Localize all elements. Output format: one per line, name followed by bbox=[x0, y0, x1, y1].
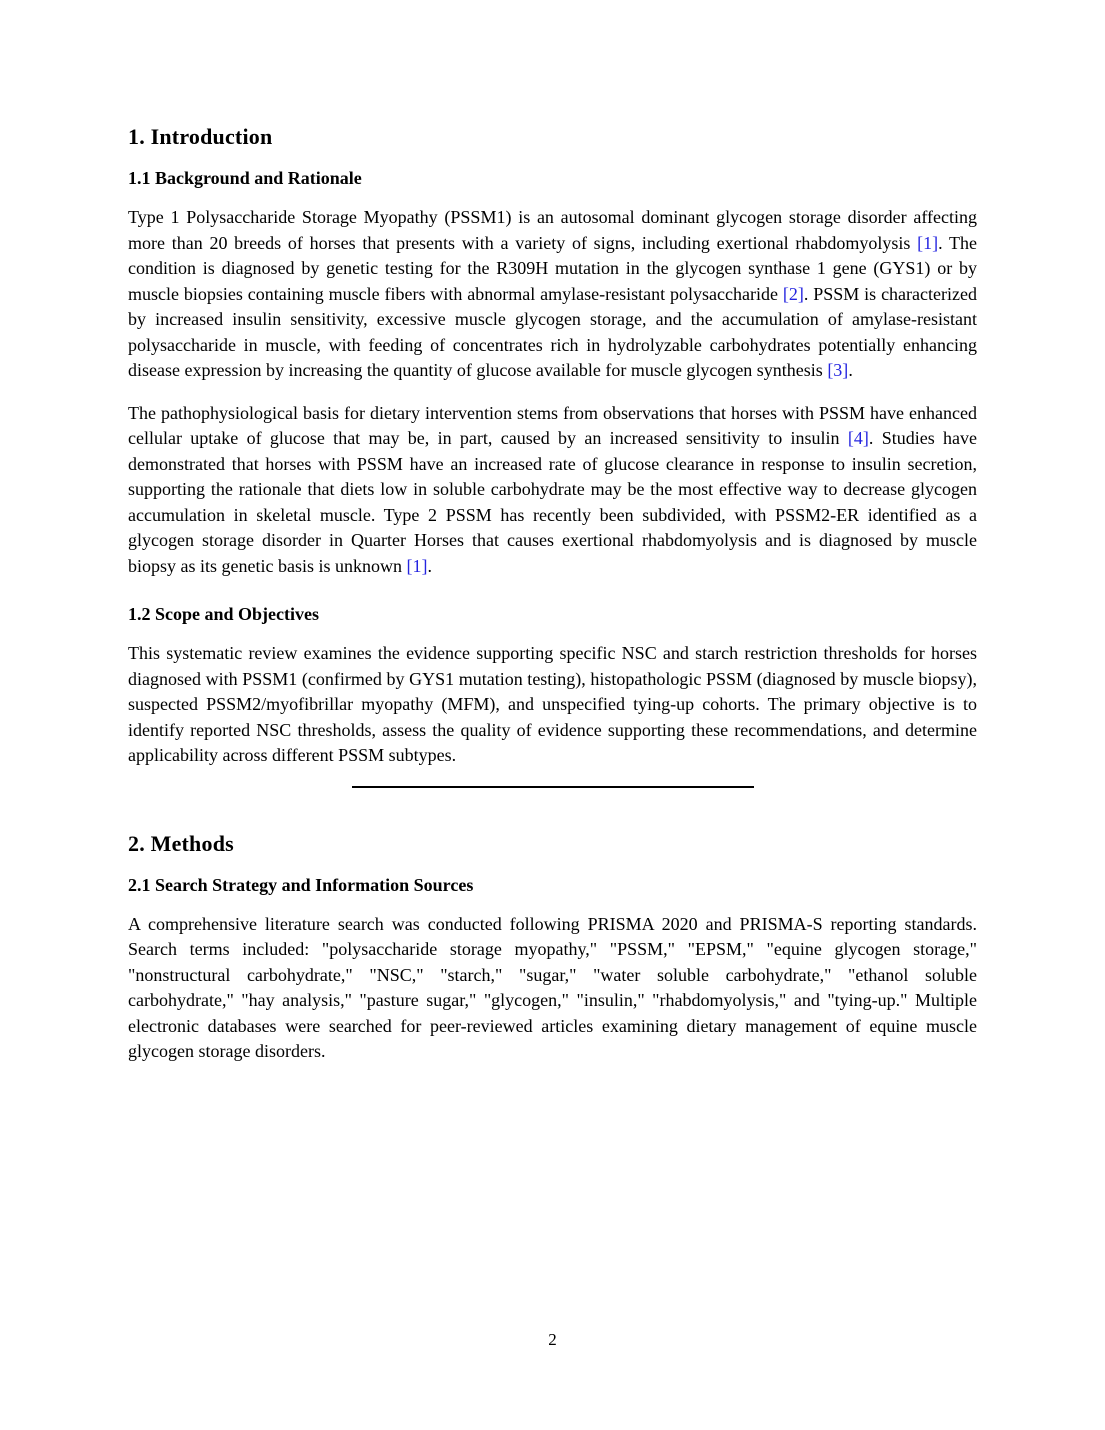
section-heading-methods: 2. Methods bbox=[128, 830, 234, 856]
citation-link[interactable]: [2] bbox=[782, 283, 804, 304]
section-methods bbox=[128, 831, 977, 1065]
section-heading-introduction: 1. Introduction bbox=[128, 124, 273, 149]
citation-link[interactable]: [1] bbox=[406, 555, 428, 576]
text-run: . The condition is diagnosed by genetic testing for the R309H mutation in the glycogen synthase 1 gene (GYS1) or by muscle biopsies containing muscle fibers with abnormal amylase-resistant polysaccharide bbox=[128, 232, 977, 304]
subsection-heading-scope-and-objectives: 1.2 Scope and Objectives bbox=[128, 604, 319, 624]
paragraph bbox=[128, 205, 977, 384]
subsection-heading-search-strategy: 2.1 Search Strategy and Information Sources bbox=[128, 874, 474, 895]
section-divider bbox=[352, 786, 754, 788]
text-run: . Studies have demonstrated that horses with PSSM have an increased rate of glucose clearance in response to insulin secretion, supporting the rationale that diets low in soluble carbohydrate may be the most effective way to decrease glycogen accumulation in skeletal muscle. Type 2 PSSM has recently been subdivided, with PSSM2-ER identified as a glycogen storage disorder in Quarter Horses that causes exertional rhabdomyolysis and is diagnosed by muscle biopsy as its genetic basis is unknown bbox=[128, 428, 977, 576]
paragraph bbox=[128, 401, 977, 580]
text-run: . PSSM is characterized by increased insulin sensitivity, excessive muscle glycogen storage, and the accumulation of amylase-resistant polysaccharide in muscle, with feeding of concentrates rich in hydrolyzable carbohydrates potentially enhancing disease expression by increasing the quantity of glucose available for muscle glycogen synthesis bbox=[128, 283, 977, 380]
citation-link[interactable]: [1] bbox=[917, 232, 939, 253]
text-run: . bbox=[427, 555, 432, 576]
paragraph bbox=[128, 912, 977, 1065]
text-run: Type 1 Polysaccharide Storage Myopathy (PSSM1) is an autosomal dominant glycogen storage disorder affecting more than 20 breeds of horses that presents with a variety of signs, including exertional rhabdomyolysis bbox=[128, 207, 977, 253]
subsection-heading-background-and-rationale: 1.1 Background and Rationale bbox=[128, 168, 362, 188]
text-run: A comprehensive literature search was conducted following PRISMA 2020 and PRISMA-S reporting standards. Search terms included: "polysaccharide storage myopathy," "PSSM," "EPSM," "equine glycogen storage," "nonstructural carbohydrate," "NSC," "starch," "sugar," "water soluble carbohydrate," "ethanol soluble carbohydrate," "hay analysis," "pasture sugar," "glycogen," "insulin," "rhabdomyolysis," and "tying-up." Multiple electronic databases were searched for peer-reviewed articles examining dietary management of equine muscle glycogen storage disorders. bbox=[128, 913, 977, 1061]
citation-link[interactable]: [3] bbox=[827, 360, 849, 380]
section-introduction bbox=[128, 124, 977, 769]
text-run: This systematic review examines the evidence supporting specific NSC and starch restriction thresholds for horses diagnosed with PSSM1 (confirmed by GYS1 mutation testing), histopathologic PSSM (diagnosed by muscle biopsy), suspected PSSM2/myofibrillar myopathy (MFM), and unspecified tying-up cohorts. The primary objective is to identify reported NSC thresholds, assess the quality of evidence supporting these recommendations, and determine applicability across different PSSM subtypes. bbox=[128, 643, 977, 765]
page-number: 2 bbox=[548, 1330, 557, 1349]
citation-link[interactable]: [4] bbox=[847, 428, 869, 448]
text-run: The pathophysiological basis for dietary intervention stems from observations that horses with PSSM have enhanced cellular uptake of glucose that may be, in part, caused by an increased sensitivity to insulin bbox=[128, 402, 977, 448]
text-run: . bbox=[848, 360, 853, 380]
paragraph bbox=[128, 641, 977, 769]
page-footer bbox=[0, 1330, 1105, 1350]
